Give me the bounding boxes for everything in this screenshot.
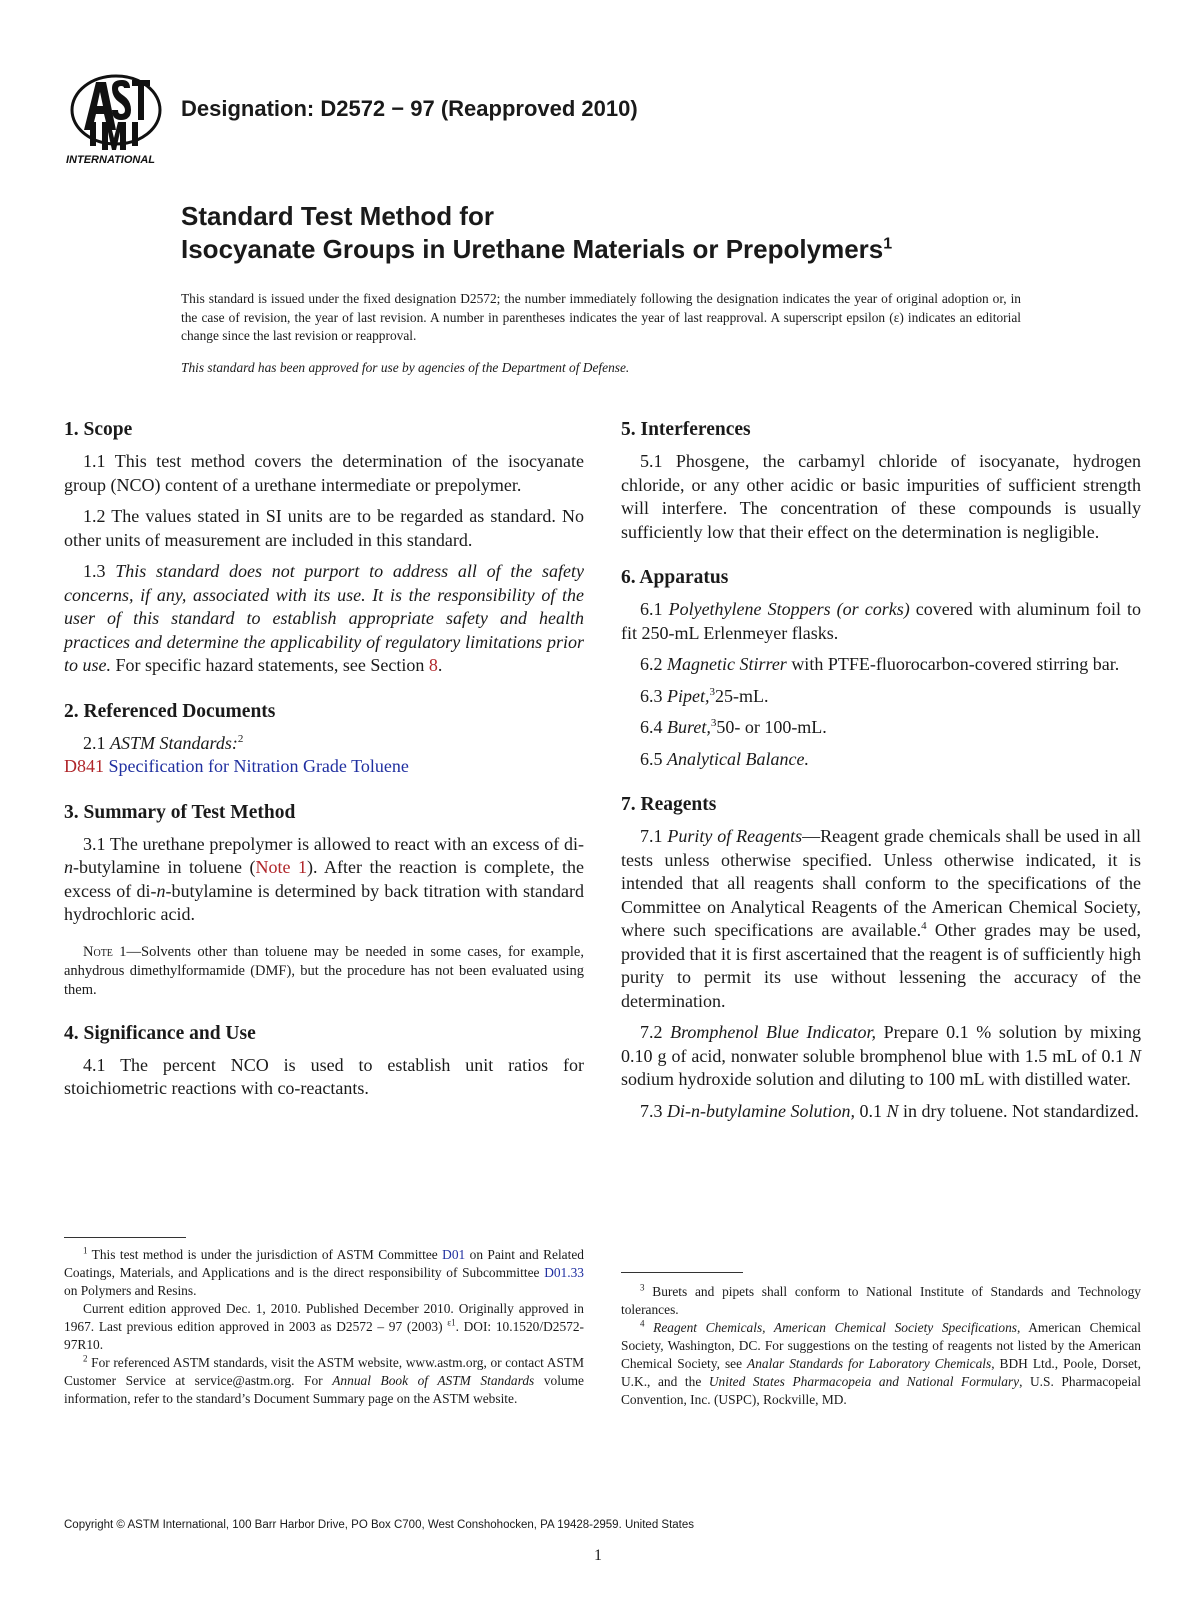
d01-link[interactable]: D01 xyxy=(442,1247,466,1262)
referenced-p1: 2.1 ASTM Standards:$^2$ xyxy=(83,732,244,753)
summary-p1: 3.1 The urethane prepolymer is allowed to react with an excess of di-n-butylamine in toluene (Note 1). After the reaction is complete, the excess of di-n-butylamine is determined by back titration with standard hydrochloric acid. xyxy=(64,833,584,924)
interferences-heading: 5. Interferences xyxy=(621,419,751,440)
astm-logo-graphic xyxy=(66,70,170,166)
page-number: 1 xyxy=(594,1547,602,1564)
scope-p2: 1.2 The values stated in SI units are to be regarded as standard. No other units of measurement are included in this standard. xyxy=(64,506,584,550)
apparatus-p3: 6.3 Pipet,$^3$25-mL. xyxy=(640,685,769,706)
left-column xyxy=(64,418,584,1123)
document-title xyxy=(181,200,892,266)
reagents-heading: 7. Reagents xyxy=(621,794,717,815)
d01-33-link[interactable]: D01.33 xyxy=(544,1265,584,1280)
designation: Designation: D2572 − 97 (Reapproved 2010) xyxy=(181,96,638,121)
apparatus-p2: 6.2 Magnetic Stirrer with PTFE-fluorocarbon-covered stirring bar. xyxy=(640,654,1120,674)
interferences-p1: 5.1 Phosgene, the carbamyl chloride of isocyanate, hydrogen chloride, or any other acidic or basic impurities of sufficient strength will interfere. The concentration of these compounds is usually sufficiently low that their effect on the determination is negligible. xyxy=(621,451,1141,542)
footnote-rule-right xyxy=(621,1272,743,1273)
section-scope xyxy=(64,418,584,678)
reagents-p1: 7.1 Purity of Reagents—Reagent grade chemicals shall be used in all tests unless otherwise specified. Unless otherwise indicated, it is intended that all reagents shall conform to the specifications of the Committee on Analytical Reagents of the American Chemical Society, where such specifications are available.$^4$ Other grades may be used, provided that it is first ascertained that the reagent is of sufficiently high purity to permit its use without lessening the accuracy of the determination. xyxy=(621,826,1141,1011)
footnote-4: $^4$ Reagent Chemicals, American Chemical Society Specifications, American Chemical Society, Washington, DC. For suggestions on the testing of reagents not listed by the American Chemical Society, see Analar Standards for Laboratory Chemicals, BDH Ltd., Poole, Dorset, U.K., and the United States Pharmacopeia and National Formulary, U.S. Pharmacopeial Convention, Inc. (USPC), Rockville, MD. xyxy=(621,1318,1142,1407)
copyright: Copyright © ASTM International, 100 Barr Harbor Drive, PO Box C700, West Conshohocken, PA 19428-2959. United States xyxy=(64,1519,695,1531)
footnote-2: $^2$ For referenced ASTM standards, visit the ASTM website, www.astm.org, or contact ASTM Customer Service at service@astm.org. For Annual Book of ASTM Standards volume information, refer to the standard’s Document Summary page on the ASTM website. xyxy=(64,1353,584,1406)
title-line-1: Standard Test Method for xyxy=(181,201,494,231)
reference-d841[interactable]: D841 Specification for Nitration Grade Toluene xyxy=(64,756,409,776)
section-referenced-documents xyxy=(64,700,584,779)
referenced-heading: 2. Referenced Documents xyxy=(64,700,276,722)
title-footnote-mark: 1 xyxy=(883,235,893,253)
summary-heading: 3. Summary of Test Method xyxy=(64,801,296,823)
footnote-rule-left xyxy=(64,1237,186,1238)
section-interferences xyxy=(621,418,1141,544)
scope-p1: 1.1 This test method covers the determination of the isocyanate group (NCO) content of a urethane intermediate or prepolymer. xyxy=(64,451,584,495)
footnote-3: $^3$ Burets and pipets shall conform to National Institute of Standards and Technology tolerances. xyxy=(621,1282,1141,1317)
significance-p1: 4.1 The percent NCO is used to establish unit ratios for stoichiometric reactions with co-reactants. xyxy=(64,1054,584,1098)
right-column xyxy=(621,418,1141,1145)
title-line-2: Isocyanate Groups in Urethane Materials or Prepolymers$^1$ xyxy=(181,234,893,264)
logo-text: INTERNATIONAL xyxy=(66,154,156,166)
significance-heading: 4. Significance and Use xyxy=(64,1022,256,1044)
section-reagents xyxy=(621,793,1141,1123)
scope-heading: 1. Scope xyxy=(64,419,133,440)
footnote-1: $^1$ This test method is under the jurisdiction of ASTM Committee D01 on Paint and Related Coatings, Materials, and Applications and is the direct responsibility of Subcommittee D01.33 on Polymers and Resins. xyxy=(64,1245,584,1298)
astm-logo xyxy=(66,70,170,166)
dod-approval: This standard has been approved for use by agencies of the Department of Defense. xyxy=(181,360,630,375)
footnotes-right xyxy=(621,1283,1141,1409)
apparatus-p5: 6.5 Analytical Balance. xyxy=(640,748,809,769)
section-apparatus xyxy=(621,566,1141,771)
reagents-p2: 7.2 Bromphenol Blue Indicator, Prepare 0.1 % solution by mixing 0.10 g of acid, nonwater soluble bromphenol blue with 1.5 mL of 0.1 N sodium hydroxide solution and diluting to 100 mL with distilled water. xyxy=(621,1022,1141,1089)
footnote-1-edition: Current edition approved Dec. 1, 2010. Published December 2010. Originally approved in 1967. Last previous edition approved in 2003 as D2572 – 97 (2003) $^{\varepsilon 1}$. DOI: 10.1520/D2572-97R10. xyxy=(64,1301,584,1352)
scope-p3: 1.3 This standard does not purport to address all of the safety concerns, if any, associated with its use. It is the responsibility of the user of this standard to establish appropriate safety and health practices and determine the applicability of regulatory limitations prior to use. For specific hazard statements, see Section 8. xyxy=(64,561,585,675)
section-significance xyxy=(64,1022,584,1101)
footnotes-left xyxy=(64,1246,584,1408)
section-summary xyxy=(64,801,584,1000)
section-8-link[interactable]: 8 xyxy=(428,655,438,675)
note-1: Note 1—Solvents other than toluene may be needed in some cases, for example, anhydrous dimethylformamide (DMF), but the procedure has not been evaluated using them. xyxy=(64,943,584,998)
apparatus-heading: 6. Apparatus xyxy=(621,567,729,588)
apparatus-p1: 6.1 Polyethylene Stoppers (or corks) covered with aluminum foil to fit 250-mL Erlenmeyer flasks. xyxy=(621,599,1142,643)
note-1-link[interactable]: Note 1 xyxy=(255,857,308,877)
preamble: This standard is issued under the fixed designation D2572; the number immediately following the designation indicates the year of original adoption or, in the case of revision, the year of last revision. A number in parentheses indicates the year of last reapproval. A superscript epsilon (ε) indicates an editorial change since the last revision or reapproval. xyxy=(181,291,1021,343)
reagents-p3: 7.3 Di-n-butylamine Solution, 0.1 N in dry toluene. Not standardized. xyxy=(640,1100,1139,1121)
apparatus-p4: 6.4 Buret,$^3$50- or 100-mL. xyxy=(640,717,827,737)
